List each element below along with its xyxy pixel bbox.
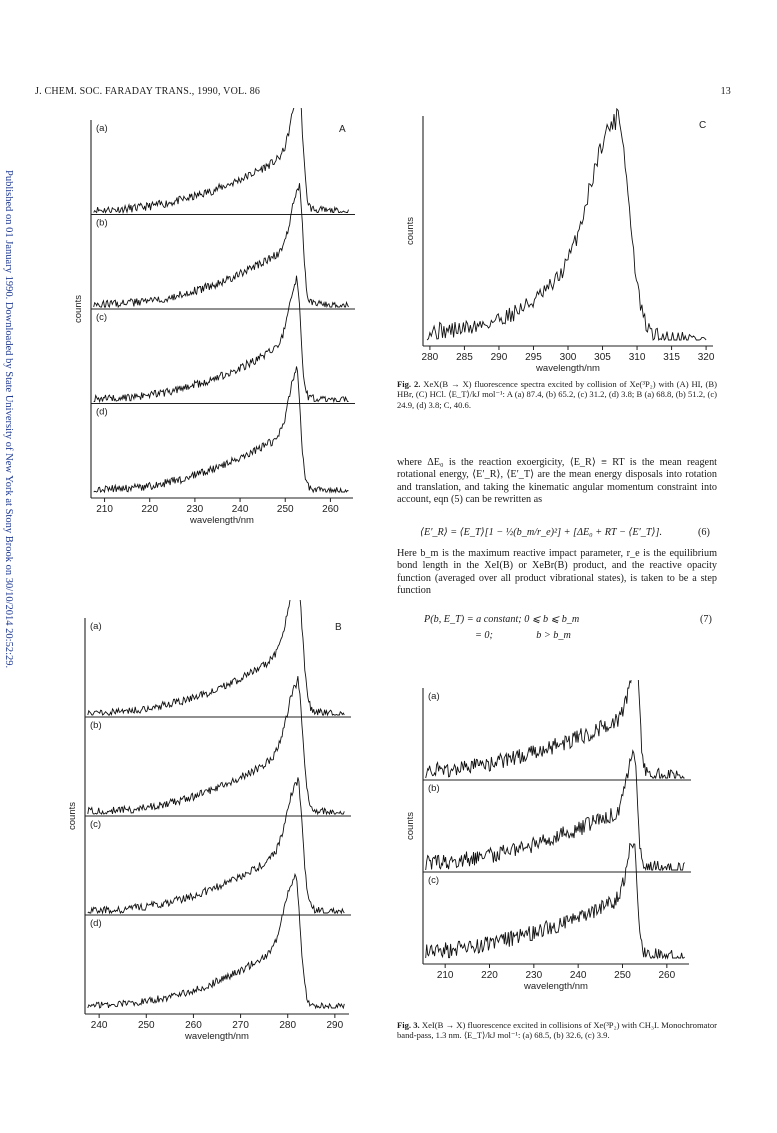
x-tick-label: 320 [697,352,715,363]
figure-3-caption-text: XeI(B → X) fluorescence excited in collisions of Xe(³P₂) with CH₃I. Monochromator band-pass, 1.3 nm. ⟨E_T⟩/kJ mol⁻¹: (a) 68.5, (b) 32.6, (c) 3.9. [397,1020,717,1041]
equation-6: ⟨E′_R⟩ = ⟨E_T⟩[1 − ½(b_m/r_e)²] + [ΔE₀ + RT − ⟨E′_T⟩]. [420,527,663,538]
x-tick-label: 230 [525,970,543,981]
x-axis-label: wavelength/nm [190,515,254,526]
x-tick-label: 295 [525,352,542,363]
spectrum-trace [88,874,345,1008]
figure-2-label: Fig. 2. [397,379,421,389]
y-axis-label: counts [73,295,84,323]
equation-7-line-2: = 0; b > b_m [475,630,571,641]
series-label: (c) [428,875,440,886]
spectrum-trace [426,751,685,870]
x-tick-label: 210 [436,970,454,981]
x-tick-label: 280 [421,352,439,363]
body-paragraph-1: where ΔE₀ is the reaction exoergicity, ⟨E_R⟩ ≡ RT is the mean reagent rotational energy, ⟨E′_R⟩, ⟨E′_T⟩ are the mean energy disposals into rotation and translation, and taking the kinematic angular momentum constraint into account, eqn (5) can be rewritten as [397,457,717,506]
spectrum-trace [426,680,685,778]
spectrum-trace [426,844,685,958]
x-tick-label: 260 [658,970,676,981]
series-label: (b) [428,783,440,794]
y-axis-label: counts [405,812,416,840]
spectrum-trace [88,676,345,814]
figure-2-panel-b [55,600,365,1060]
equation-6-number: (6) [698,527,710,538]
page-number: 13 [720,86,731,97]
figure-3-caption [397,1020,717,1041]
equation-7-number: (7) [700,614,712,625]
spectrum-trace [94,183,349,307]
figure-2-panel-a [55,108,365,528]
x-tick-label: 310 [628,352,646,363]
figure-2-caption [397,379,717,410]
x-tick-label: 300 [559,352,577,363]
x-tick-label: 250 [614,970,631,981]
equation-7-line-1: P(b, E_T) = a constant; 0 ⩽ b ⩽ b_m [424,614,580,625]
x-tick-label: 230 [186,504,204,515]
series-label: (a) [90,621,102,632]
x-tick-label: 315 [663,352,680,363]
x-tick-label: 240 [569,970,587,981]
side-note-text: Published on 01 January 1990. Downloaded by State University of New York at Stony Brook on 30/10/2014 20:52:29. [3,170,14,669]
x-tick-label: 290 [490,352,508,363]
panel-letter: B [335,622,342,633]
figure-3-label: Fig. 3. [397,1020,420,1030]
figure-3 [395,680,705,1015]
x-tick-label: 270 [232,1020,249,1031]
series-label: (b) [96,217,108,229]
x-tick-label: 280 [279,1020,297,1031]
x-tick-label: 210 [96,504,113,515]
running-header [35,86,731,97]
spectrum-trace [427,109,706,340]
download-side-note [0,170,16,730]
x-tick-label: 240 [90,1020,108,1031]
spectrum-trace [94,108,349,213]
panel-letter: C [699,120,707,131]
series-label: (c) [96,312,108,323]
series-label: (a) [428,691,440,702]
x-tick-label: 260 [185,1020,202,1031]
x-tick-label: 240 [231,504,249,515]
x-tick-label: 250 [137,1020,155,1031]
y-axis-label: counts [67,802,78,830]
x-tick-label: 220 [481,970,498,981]
x-tick-label: 305 [594,352,611,363]
x-axis-label: wavelength/nm [185,1031,249,1042]
spectrum-trace [88,777,345,913]
series-label: (c) [90,819,102,830]
series-label: (a) [96,123,108,134]
body-paragraph-2: Here b_m is the maximum reactive impact parameter, r_e is the equilibrium bond length in the XeI(B) or XeBr(B) product, and the reactive opacity function (averaged over all product vibrational states), is taken to be a step function [397,548,717,597]
spectrum-trace [88,600,345,715]
journal-citation: J. CHEM. SOC. FARADAY TRANS., 1990, VOL. 86 [35,86,261,97]
y-axis-label: counts [405,217,416,245]
x-axis-label: wavelength/nm [524,981,588,992]
figure-2-panel-c [395,108,725,380]
spectrum-trace [94,276,349,402]
x-axis-label: wavelength/nm [536,363,600,374]
series-label: (d) [90,918,102,929]
x-tick-label: 250 [276,504,294,515]
series-label: (b) [90,720,102,731]
panel-letter: A [339,124,346,135]
x-tick-label: 290 [326,1020,344,1031]
figure-2-caption-text: XeX(B → X) fluorescence spectra excited by collision of Xe(³P₂) with (A) HI, (B) HBr, (C) HCl. ⟨E_T⟩/kJ mol⁻¹: A (a) 87.4, (b) 65.2, (c) 31.2, (d) 3.8; B (a) 68.8, (b) 51.2, (c) 24.9, (d) 3.8; C, 40.6. [397,379,717,410]
spectrum-trace [94,367,349,493]
x-tick-label: 220 [141,504,159,515]
series-label: (d) [96,406,108,418]
x-tick-label: 285 [456,352,473,363]
x-tick-label: 260 [322,504,339,515]
